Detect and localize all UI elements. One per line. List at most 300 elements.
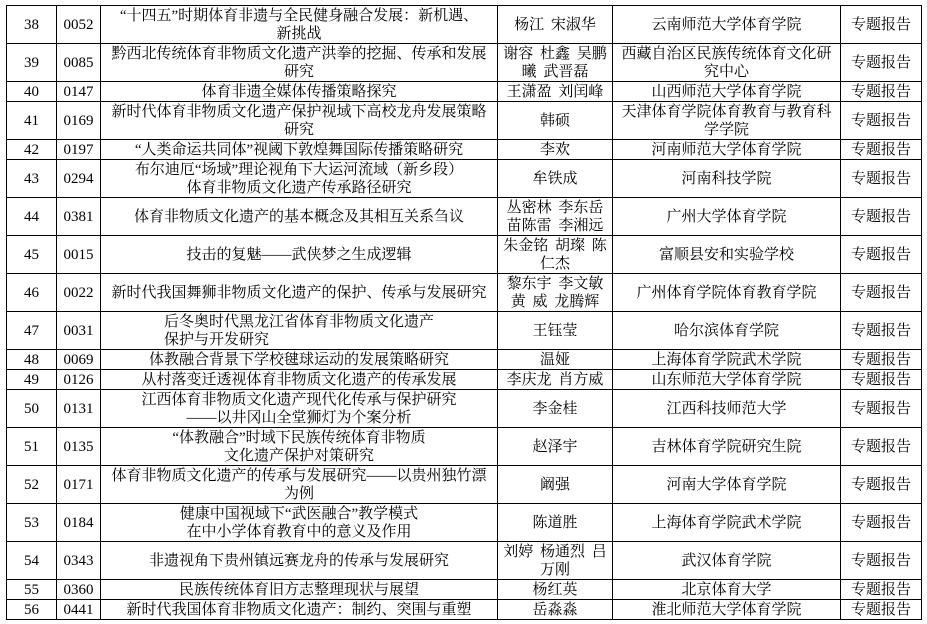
paper-title-line-block [134,208,464,226]
paper-code-cell [57,6,101,44]
institution-cell [613,6,841,44]
row-number-cell [7,580,57,600]
institution-line: 学学院 [703,121,749,138]
paper-title-line: “十四五”时期体育非遗与全民健身融合发展：新机遇、 [119,7,479,24]
paper-code: 0147 [63,83,94,100]
paper-code-cell [57,140,101,160]
paper-code: 0135 [63,438,94,455]
paper-title-cell [101,6,498,44]
paper-title-cell [101,82,498,102]
institution-line: 河南大学体育学院 [666,476,787,493]
table-row [7,44,922,82]
paper-code: 0052 [63,16,94,33]
table-row [7,580,922,600]
paper-title-line-block [201,83,396,101]
paper-code-cell [57,428,101,466]
paper-code: 0022 [63,284,94,301]
institution-line: 武汉体育学院 [681,552,772,569]
authors-line-block [532,322,577,340]
table-row [7,390,922,428]
table-row [7,274,922,312]
authors-line: 李庆龙 肖方威 [506,371,604,388]
paper-title-line-block [179,581,419,599]
paper-title-cell [101,428,498,466]
row-number-cell [7,428,57,466]
authors-line-block [507,83,604,101]
paper-code: 0069 [63,351,94,368]
paper-title-cell [101,198,498,236]
paper-title-line: 后冬奥时代黑龙江省体育非物质文化遗产 [163,313,434,330]
paper-title-cell [101,350,498,370]
paper-title-line-block [111,103,486,139]
paper-code: 0294 [63,170,94,187]
row-number: 45 [24,246,39,263]
paper-title-line: 体育非物质文化遗产传承路径研究 [186,179,412,196]
institution-cell [613,236,841,274]
authors-line: 牟铁成 [532,170,578,187]
report-type: 专题报告 [850,141,911,158]
paper-title-line: “体教融合”时域下民族传统体育非物质 [172,429,426,446]
report-type-cell [841,370,922,390]
paper-title-cell [101,274,498,312]
report-type: 专题报告 [850,400,911,417]
authors-line-block [532,581,577,599]
report-type: 专题报告 [850,476,911,493]
authors-cell [498,274,613,312]
authors-line-block [514,16,596,34]
institution-line-block [621,103,831,139]
authors-line: 杨红英 [532,581,578,598]
report-type: 专题报告 [850,208,911,225]
institution-line-block [651,601,801,619]
report-type: 专题报告 [850,284,911,301]
table-row [7,198,922,236]
authors-line: 岳淼淼 [532,601,578,618]
paper-code: 0360 [63,581,94,598]
institution-cell [613,102,841,140]
row-number-cell [7,160,57,198]
institution-line: 天津体育学院体育教育与教育科 [621,103,832,120]
table-row [7,82,922,102]
authors-line-block [532,400,577,418]
paper-code-cell [57,274,101,312]
paper-title-line: 从村落变迁透视体育非物质文化遗产的传承发展 [141,371,457,388]
row-number: 51 [24,438,39,455]
report-type-cell [841,44,922,82]
paper-title-line-block [126,601,471,619]
paper-title-line-block [172,429,425,465]
institution-line-block [651,371,801,389]
authors-cell [498,504,613,542]
report-type: 专题报告 [850,438,911,455]
institution-line-block [681,552,771,570]
authors-cell [498,390,613,428]
row-number: 44 [24,208,39,225]
row-number: 52 [24,476,39,493]
authors-line-block [532,170,577,188]
paper-code-cell [57,600,101,620]
institution-line: 江西科技师范大学 [666,400,787,417]
paper-title-line-block [164,313,434,349]
paper-code: 0381 [63,208,94,225]
authors-line-block [532,514,577,532]
table-row [7,600,922,620]
paper-title-line-block [135,161,463,197]
report-type-cell [841,140,922,160]
row-number-cell [7,6,57,44]
paper-title-cell [101,542,498,580]
institution-line: 河南科技学院 [681,170,772,187]
authors-line: 曦 武晋磊 [521,63,589,80]
authors-line-block [507,371,604,389]
institution-line-block [651,514,801,532]
institution-cell [613,44,841,82]
institution-line-block [666,208,786,226]
authors-line: 杨江 宋淑华 [514,16,596,33]
authors-line: 谢容 杜鑫 吴鹏 [503,45,607,62]
table-row [7,542,922,580]
row-number: 56 [24,601,39,618]
institution-line: 山西师范大学体育学院 [651,83,802,100]
paper-code-cell [57,160,101,198]
paper-title-line: 体育非遗全媒体传播策略探究 [201,83,397,100]
paper-title-cell [101,600,498,620]
authors-line: 刘婷 杨通烈 吕 [503,543,607,560]
paper-code-cell [57,198,101,236]
paper-code-cell [57,580,101,600]
row-number: 43 [24,170,39,187]
row-number: 55 [24,581,39,598]
report-type-cell [841,160,922,198]
paper-title-line-block [135,141,463,159]
authors-cell [498,140,613,160]
report-type: 专题报告 [850,581,911,598]
authors-line: 韩硕 [539,112,570,129]
row-number-cell [7,370,57,390]
institution-line-block [674,322,779,340]
paper-code: 0085 [63,54,94,71]
authors-line: 丛密林 李东岳 [506,199,604,216]
paper-title-line-block [149,351,449,369]
table-row [7,428,922,466]
paper-title-line-block [111,467,486,503]
paper-code: 0197 [63,141,94,158]
report-type: 专题报告 [850,351,911,368]
row-number: 54 [24,552,39,569]
institution-line: 淮北师范大学体育学院 [651,601,802,618]
institution-cell [613,198,841,236]
institution-cell [613,428,841,466]
authors-line: 仁杰 [539,255,570,272]
institution-line: 云南师范大学体育学院 [651,16,802,33]
institution-line: 哈尔滨体育学院 [673,322,779,339]
authors-cell [498,600,613,620]
paper-title-line-block [149,552,449,570]
paper-title-line: 新时代体育非物质文化遗产保护视域下高校龙舟发展策略 [111,103,487,120]
paper-title-cell [101,580,498,600]
authors-cell [498,542,613,580]
authors-cell [498,82,613,102]
report-type: 专题报告 [850,322,911,339]
paper-title-line: 研究 [283,63,314,80]
institution-cell [613,140,841,160]
authors-line: 温娅 [539,351,570,368]
paper-title-line: 体育非物质文化遗产的基本概念及其相互关系刍议 [133,208,464,225]
paper-title-line: 为例 [283,485,314,502]
authors-line-block [503,237,607,273]
paper-title-line: 文化遗产保护对策研究 [223,447,374,464]
authors-cell [498,466,613,504]
paper-code-cell [57,44,101,82]
authors-line-block [540,112,570,130]
row-number: 50 [24,400,39,417]
report-type-cell [841,390,922,428]
authors-cell [498,350,613,370]
paper-title-cell [101,312,498,350]
paper-title-line: 研究 [283,121,314,138]
row-number: 38 [24,16,39,33]
paper-code: 0184 [63,514,94,531]
report-type-cell [841,312,922,350]
paper-code: 0343 [63,552,94,569]
institution-line-block [666,476,786,494]
report-type-cell [841,102,922,140]
authors-line-block [540,351,570,369]
paper-title-line: 体教融合背景下学校毽球运动的发展策略研究 [148,351,449,368]
paper-title-line: 新时代我国舞狮非物质文化遗产的保护、传承与发展研究 [111,284,487,301]
report-type: 专题报告 [850,16,911,33]
paper-title-cell [101,370,498,390]
paper-title-line: ——以井冈山全堂狮灯为个案分析 [186,409,412,426]
report-type-cell [841,504,922,542]
authors-cell [498,160,613,198]
institution-line-block [651,83,801,101]
institution-cell [613,350,841,370]
row-number-cell [7,140,57,160]
institution-line-block [651,141,801,159]
report-type-cell [841,580,922,600]
row-number: 40 [24,83,39,100]
institution-cell [613,160,841,198]
table-row [7,312,922,350]
paper-title-line-block [111,284,486,302]
paper-code: 0171 [63,476,94,493]
authors-line: 阚强 [539,476,570,493]
report-type-cell [841,236,922,274]
report-type-cell [841,274,922,312]
report-type-cell [841,6,922,44]
institution-line-block [681,170,771,188]
institution-line: 上海体育学院武术学院 [651,351,802,368]
paper-title-line: 健康中国视域下“武医融合”教学模式 [179,505,419,522]
authors-line-block [540,476,570,494]
paper-title-line-block [180,505,418,541]
paper-title-line: “人类命运共同体”视阈下敦煌舞国际传播策略研究 [134,141,464,158]
paper-code: 0131 [63,400,94,417]
institution-line: 北京体育大学 [681,581,772,598]
paper-title-line-block [120,7,478,43]
row-number-cell [7,82,57,102]
report-type: 专题报告 [850,83,911,100]
row-number: 47 [24,322,39,339]
report-type: 专题报告 [850,112,911,129]
paper-title-line: 布尔迪厄“场域”理论视角下大运河流域（新乡段） [134,161,464,178]
paper-title-line: 在中小学体育教育中的意义及作用 [186,523,412,540]
authors-line-block [507,275,604,311]
report-type: 专题报告 [850,601,911,618]
report-type-cell [841,428,922,466]
paper-title-cell [101,236,498,274]
row-number: 39 [24,54,39,71]
institution-cell [613,504,841,542]
row-number-cell [7,102,57,140]
authors-line: 万刚 [539,561,570,578]
row-number: 48 [24,351,39,368]
institution-cell [613,466,841,504]
paper-code-cell [57,390,101,428]
institution-line-block [636,284,816,302]
report-type-cell [841,466,922,504]
paper-title-cell [101,160,498,198]
paper-code-cell [57,466,101,504]
table-row [7,6,922,44]
paper-title-cell [101,390,498,428]
institution-line-block [666,400,786,418]
row-number-cell [7,390,57,428]
institution-cell [613,370,841,390]
institution-line: 富顺县安和实验学校 [658,246,794,263]
institution-line-block [651,438,801,456]
institution-line: 山东师范大学体育学院 [651,371,802,388]
paper-title-line-block [111,45,486,81]
row-number-cell [7,274,57,312]
institution-line-block [621,45,831,81]
row-number-cell [7,236,57,274]
table-row [7,140,922,160]
paper-code-cell [57,236,101,274]
paper-title-line: 黔西北传统体育非物质文化遗产洪拳的挖掘、传承和发展 [111,45,487,62]
table-row [7,504,922,542]
authors-line: 赵泽宇 [532,438,578,455]
paper-title-cell [101,44,498,82]
institution-cell [613,542,841,580]
authors-cell [498,44,613,82]
paper-title-line: 江西体育非物质文化遗产现代化传承与保护研究 [141,391,457,408]
authors-line-block [507,199,604,235]
paper-title-line: 民族传统体育旧方志整理现状与展望 [178,581,419,598]
authors-line: 王钰莹 [532,322,578,339]
paper-title-line: 体育非物质文化遗产的传承与发展研究——以贵州独竹漂 [111,467,487,484]
institution-line: 西藏自治区民族传统体育文化研 [621,45,832,62]
paper-code-cell [57,350,101,370]
row-number: 42 [24,141,39,158]
authors-cell [498,428,613,466]
report-type: 专题报告 [850,246,911,263]
report-type: 专题报告 [850,552,911,569]
paper-code: 0031 [63,322,94,339]
authors-line: 李金桂 [532,400,578,417]
paper-code: 0441 [63,601,94,618]
report-type: 专题报告 [850,54,911,71]
paper-code: 0015 [63,246,94,263]
paper-title-cell [101,102,498,140]
authors-cell [498,198,613,236]
paper-code-cell [57,370,101,390]
row-number-cell [7,504,57,542]
authors-line-block [503,543,607,579]
authors-cell [498,580,613,600]
institution-cell [613,274,841,312]
report-type: 专题报告 [850,371,911,388]
paper-title-line: 技击的复魅——武侠梦之生成逻辑 [186,246,412,263]
report-type: 专题报告 [850,514,911,531]
report-type-cell [841,82,922,102]
authors-line: 黄 威 龙腾辉 [510,293,600,310]
authors-line: 朱金铭 胡璨 陈 [503,237,607,254]
paper-title-line: 新时代我国体育非物质文化遗产：制约、突围与重塑 [126,601,472,618]
row-number: 53 [24,514,39,531]
row-number-cell [7,600,57,620]
authors-cell [498,236,613,274]
authors-cell [498,6,613,44]
authors-cell [498,312,613,350]
paper-code-cell [57,82,101,102]
report-type-cell [841,600,922,620]
paper-code-cell [57,312,101,350]
report-type: 专题报告 [850,170,911,187]
authors-cell [498,102,613,140]
paper-title-cell [101,466,498,504]
paper-title-line-block [141,371,456,389]
paper-title-cell [101,140,498,160]
report-type-cell [841,198,922,236]
institution-line: 广州体育学院体育教育学院 [636,284,817,301]
authors-line-block [532,438,577,456]
authors-line-block [503,45,607,81]
authors-line: 苗陈雷 李湘远 [506,217,604,234]
authors-cell [498,370,613,390]
authors-line-block [532,601,577,619]
paper-title-line: 新挑战 [276,25,322,42]
table-row [7,236,922,274]
row-number: 49 [24,371,39,388]
row-number-cell [7,312,57,350]
row-number-cell [7,350,57,370]
table-row [7,102,922,140]
paper-title-line-block [186,246,411,264]
institution-line-block [659,246,794,264]
institution-line-block [681,581,771,599]
row-number: 46 [24,284,39,301]
row-number-cell [7,542,57,580]
institution-line: 广州大学体育学院 [666,208,787,225]
table-row [7,370,922,390]
paper-code-cell [57,102,101,140]
institution-cell [613,82,841,102]
institution-cell [613,580,841,600]
authors-line: 陈道胜 [532,514,578,531]
table-row [7,350,922,370]
row-number-cell [7,198,57,236]
authors-line: 王潇盈 刘闰峰 [506,83,604,100]
authors-line-block [540,141,570,159]
institution-line-block [651,351,801,369]
authors-line: 李欢 [539,141,570,158]
institution-line: 吉林体育学院研究生院 [651,438,802,455]
institution-line: 河南师范大学体育学院 [651,141,802,158]
institution-line: 究中心 [703,63,749,80]
row-number-cell [7,466,57,504]
